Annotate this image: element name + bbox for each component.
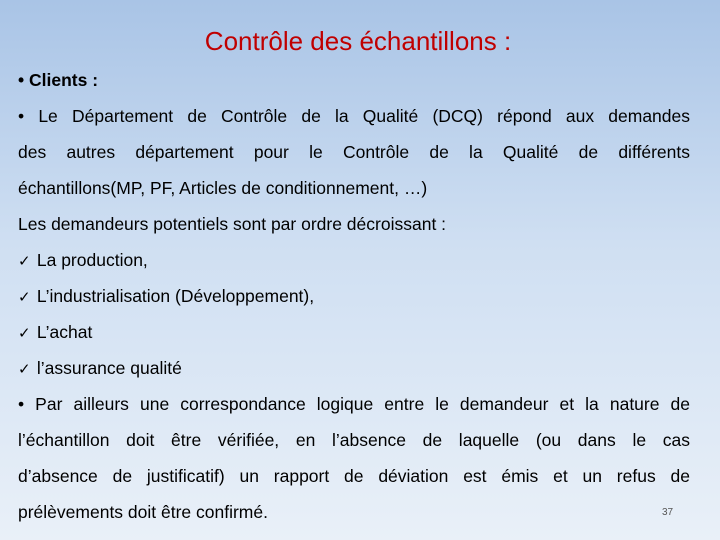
checklist-item (18, 242, 690, 278)
clients-heading: • Clients : (18, 70, 99, 90)
checklist-item-label: l’assurance qualité (36, 358, 182, 378)
paragraph-1-line-1: • Le Département de Contrôle de la Qualité (DCQ) répond aux demandes (18, 106, 690, 126)
checklist-item-label: La production, (36, 250, 148, 270)
checklist-item (18, 314, 690, 350)
demandeurs-intro: Les demandeurs potentiels sont par ordre décroissant : (18, 214, 447, 234)
checklist-item-label: L’achat (36, 322, 93, 342)
checkmark-icon: ✓ (18, 361, 31, 378)
checklist-item (18, 350, 690, 386)
checklist-item-label: L’industrialisation (Développement), (36, 286, 315, 306)
slide-title: Contrôle des échantillons : (204, 26, 512, 56)
paragraph-2-line-2: l’échantillon doit être vérifiée, en l’absence de laquelle (ou dans le cas (18, 430, 690, 450)
page-number: 37 (662, 507, 674, 518)
paragraph-2-line-4: prélèvements doit être confirmé. (18, 502, 268, 522)
paragraph-1-line-2: des autres département pour le Contrôle de la Qualité de différents (18, 142, 690, 162)
slide-content (18, 62, 690, 530)
checkmark-icon: ✓ (18, 289, 31, 306)
checkmark-icon: ✓ (18, 253, 31, 270)
paragraph-2-line-3: d’absence de justificatif) un rapport de déviation est émis et un refus de (18, 466, 690, 486)
checklist-item (18, 278, 690, 314)
checkmark-icon: ✓ (18, 325, 31, 342)
paragraph-2-line-1: • Par ailleurs une correspondance logique entre le demandeur et la nature de (18, 394, 690, 414)
paragraph-1-line-3: échantillons(MP, PF, Articles de conditionnement, …) (18, 178, 428, 198)
